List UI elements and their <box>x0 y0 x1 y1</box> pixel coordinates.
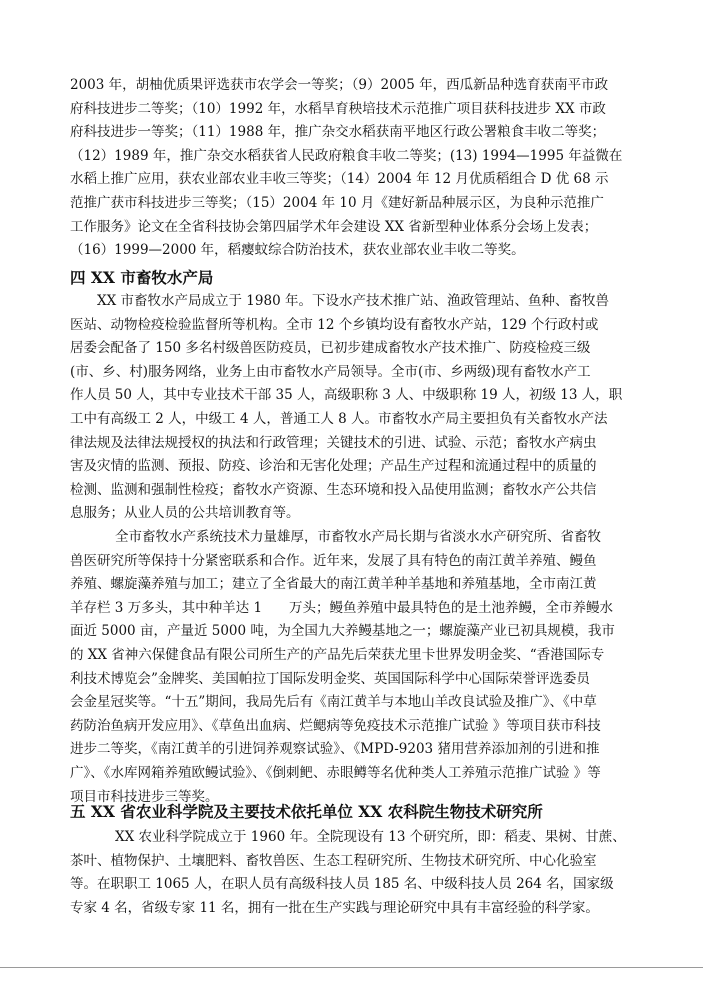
text-line: 进步二等奖，《南江黄羊的引进饲养观察试验》、《MPD-9203 猪用营养添加剂的引进和推 <box>70 741 600 758</box>
text-line: 检测、监测和强制性检疫；畜牧水产资源、生态环境和投入品使用监测；畜牧水产公共信 <box>70 481 597 498</box>
text-line: （16）1999—2000 年，稻瘿蚊综合防治技术，获农业部农业丰收二等奖。 <box>70 242 525 259</box>
text-line: 会金星冠奖等。“十五”期间，我局先后有《南江黄羊与本地山羊改良试验及推广》、《中草 <box>70 694 597 711</box>
text-line: 羊存栏 3 万多头，其中种羊达 1 万头；鳗鱼养殖中最具特色的是土池养鳗，全市养鳗水 <box>70 599 614 616</box>
text-line: 的 XX 省神六保健食品有限公司所生产的产品先后荣获尤里卡世界发明金奖、“香港国际专 <box>70 646 605 663</box>
text-line: XX 市畜牧水产局成立于 1980 年。下设水产技术推广站、渔政管理站、鱼种、畜牧兽 <box>97 293 609 309</box>
text-line: 利技术博览会”金牌奖、美国帕拉丁国际发明金奖、英国国际科学中心国际荣誉评选委员 <box>70 670 590 687</box>
text-line: 范推广获市科技进步三等奖；（15）2004 年 10 月《建好新品种展示区，为良种示范推广 <box>70 194 604 211</box>
section-4-paragraph-1 <box>70 290 630 526</box>
text-line: 养殖、螺旋藻养殖与加工；建立了全省最大的南江黄羊种羊基地和养殖基地，全市南江黄 <box>70 576 597 593</box>
section-5-paragraph-1 <box>70 826 630 920</box>
text-line: 广》、《水库网箱养殖欧鳗试验》、《倒刺鲃、赤眼鳟等名优种类人工养殖示范推广试验 》等 <box>70 764 601 781</box>
text-line: 工中有高级工 2 人，中级工 4 人，普通工人 8 人。市畜牧水产局主要担负有关畜牧水产法 <box>70 410 608 427</box>
section-4-heading: 四 XX 市畜牧水产局 <box>70 268 214 287</box>
section-5-heading: 五 XX 省农业科学院及主要技术依托单位 XX 农科院生物技术研究所 <box>70 802 543 821</box>
text-line: 医站、动物检疫检验监督所等机构。全市 12 个乡镇均设有畜牧水产站，129 个行政村或 <box>70 316 599 333</box>
text-line: （12）1989 年，推广杂交水稻获省人民政府粮食丰收二等奖；(13) 1994—1995 年益微在 <box>70 147 623 164</box>
text-line: 等。在职职工 1065 人，在职人员有高级科技人员 185 名、中级科技人员 264 名，国家级 <box>70 876 614 893</box>
page-bottom-divider <box>0 967 703 968</box>
text-line: 府科技进步一等奖；（11）1988 年，推广杂交水稻获南平地区行政公署粮食丰收二等奖； <box>70 124 606 141</box>
text-line: 面近 5000 亩，产量近 5000 吨，为全国九大养鳗基地之一；螺旋藻产业已初具规模，我市 <box>70 623 615 640</box>
text-line: 项目市科技进步三等奖。 <box>70 788 219 805</box>
text-line: 律法规及法律法规授权的执法和行政管理；关键技术的引进、试验、示范；畜牧水产病虫 <box>70 434 597 451</box>
intro-paragraph <box>70 74 630 263</box>
text-line: (市、乡、村)服务网络，业务上由市畜牧水产局领导。全市(市、乡两级)现有畜牧水产工 <box>70 363 591 380</box>
section-4-paragraph-2 <box>70 526 630 809</box>
text-line: 兽医研究所等保持十分紧密联系和合作。近年来，发展了具有特色的南江黄羊养殖、鳗鱼 <box>70 552 597 569</box>
text-line: 息服务；从业人员的公共培训教育等。 <box>70 505 300 522</box>
text-line: 专家 4 名，省级专家 11 名，拥有一批在生产实践与理论研究中具有丰富经验的科学家。 <box>70 899 599 916</box>
text-line: 害及灾情的监测、预报、防疫、诊治和无害化处理；产品生产过程和流通过程中的质量的 <box>70 458 597 475</box>
text-line: 居委会配备了 150 多名村级兽医防疫员，已初步建成畜牧水产技术推广、防疫检疫三级 <box>70 340 591 357</box>
text-line: 水稻上推广应用，获农业部农业丰收三等奖；（14）2004 年 12 月优质稻组合 D 优 68 示 <box>70 171 609 188</box>
text-line: 工作服务》论文在全省科技协会第四届学术年会建设 XX 省新型种业体系分会场上发表； <box>70 218 598 235</box>
text-line: 全市畜牧水产系统技术力量雄厚，市畜牧水产局长期与省淡水水产研究所、省畜牧 <box>115 529 601 545</box>
text-line: 茶叶、植物保护、土壤肥料、畜牧兽医、生态工程研究所、生物技术研究所、中心化验室 <box>70 852 597 869</box>
text-line: 作人员 50 人，其中专业技术干部 35 人，高级职称 3 人、中级职称 19 人，初级 13 人，职 <box>70 387 623 404</box>
text-line: XX 农业科学院成立于 1960 年。全院现设有 13 个研究所，即：稻麦、果树、甘蔗、 <box>115 829 626 845</box>
text-line: 府科技进步二等奖；（10）1992 年，水稻旱育秧培技术示范推广项目获科技进步 XX 市政 <box>70 100 606 117</box>
text-line: 2003 年，胡柚优质果评选获市农学会一等奖；（9）2005 年，西瓜新品种选育获南平市政 <box>70 77 609 93</box>
text-line: 药防治鱼病开发应用》、《草鱼出血病、烂鳃病等免疫技术示范推广试验 》等项目获市科技 <box>70 717 601 734</box>
